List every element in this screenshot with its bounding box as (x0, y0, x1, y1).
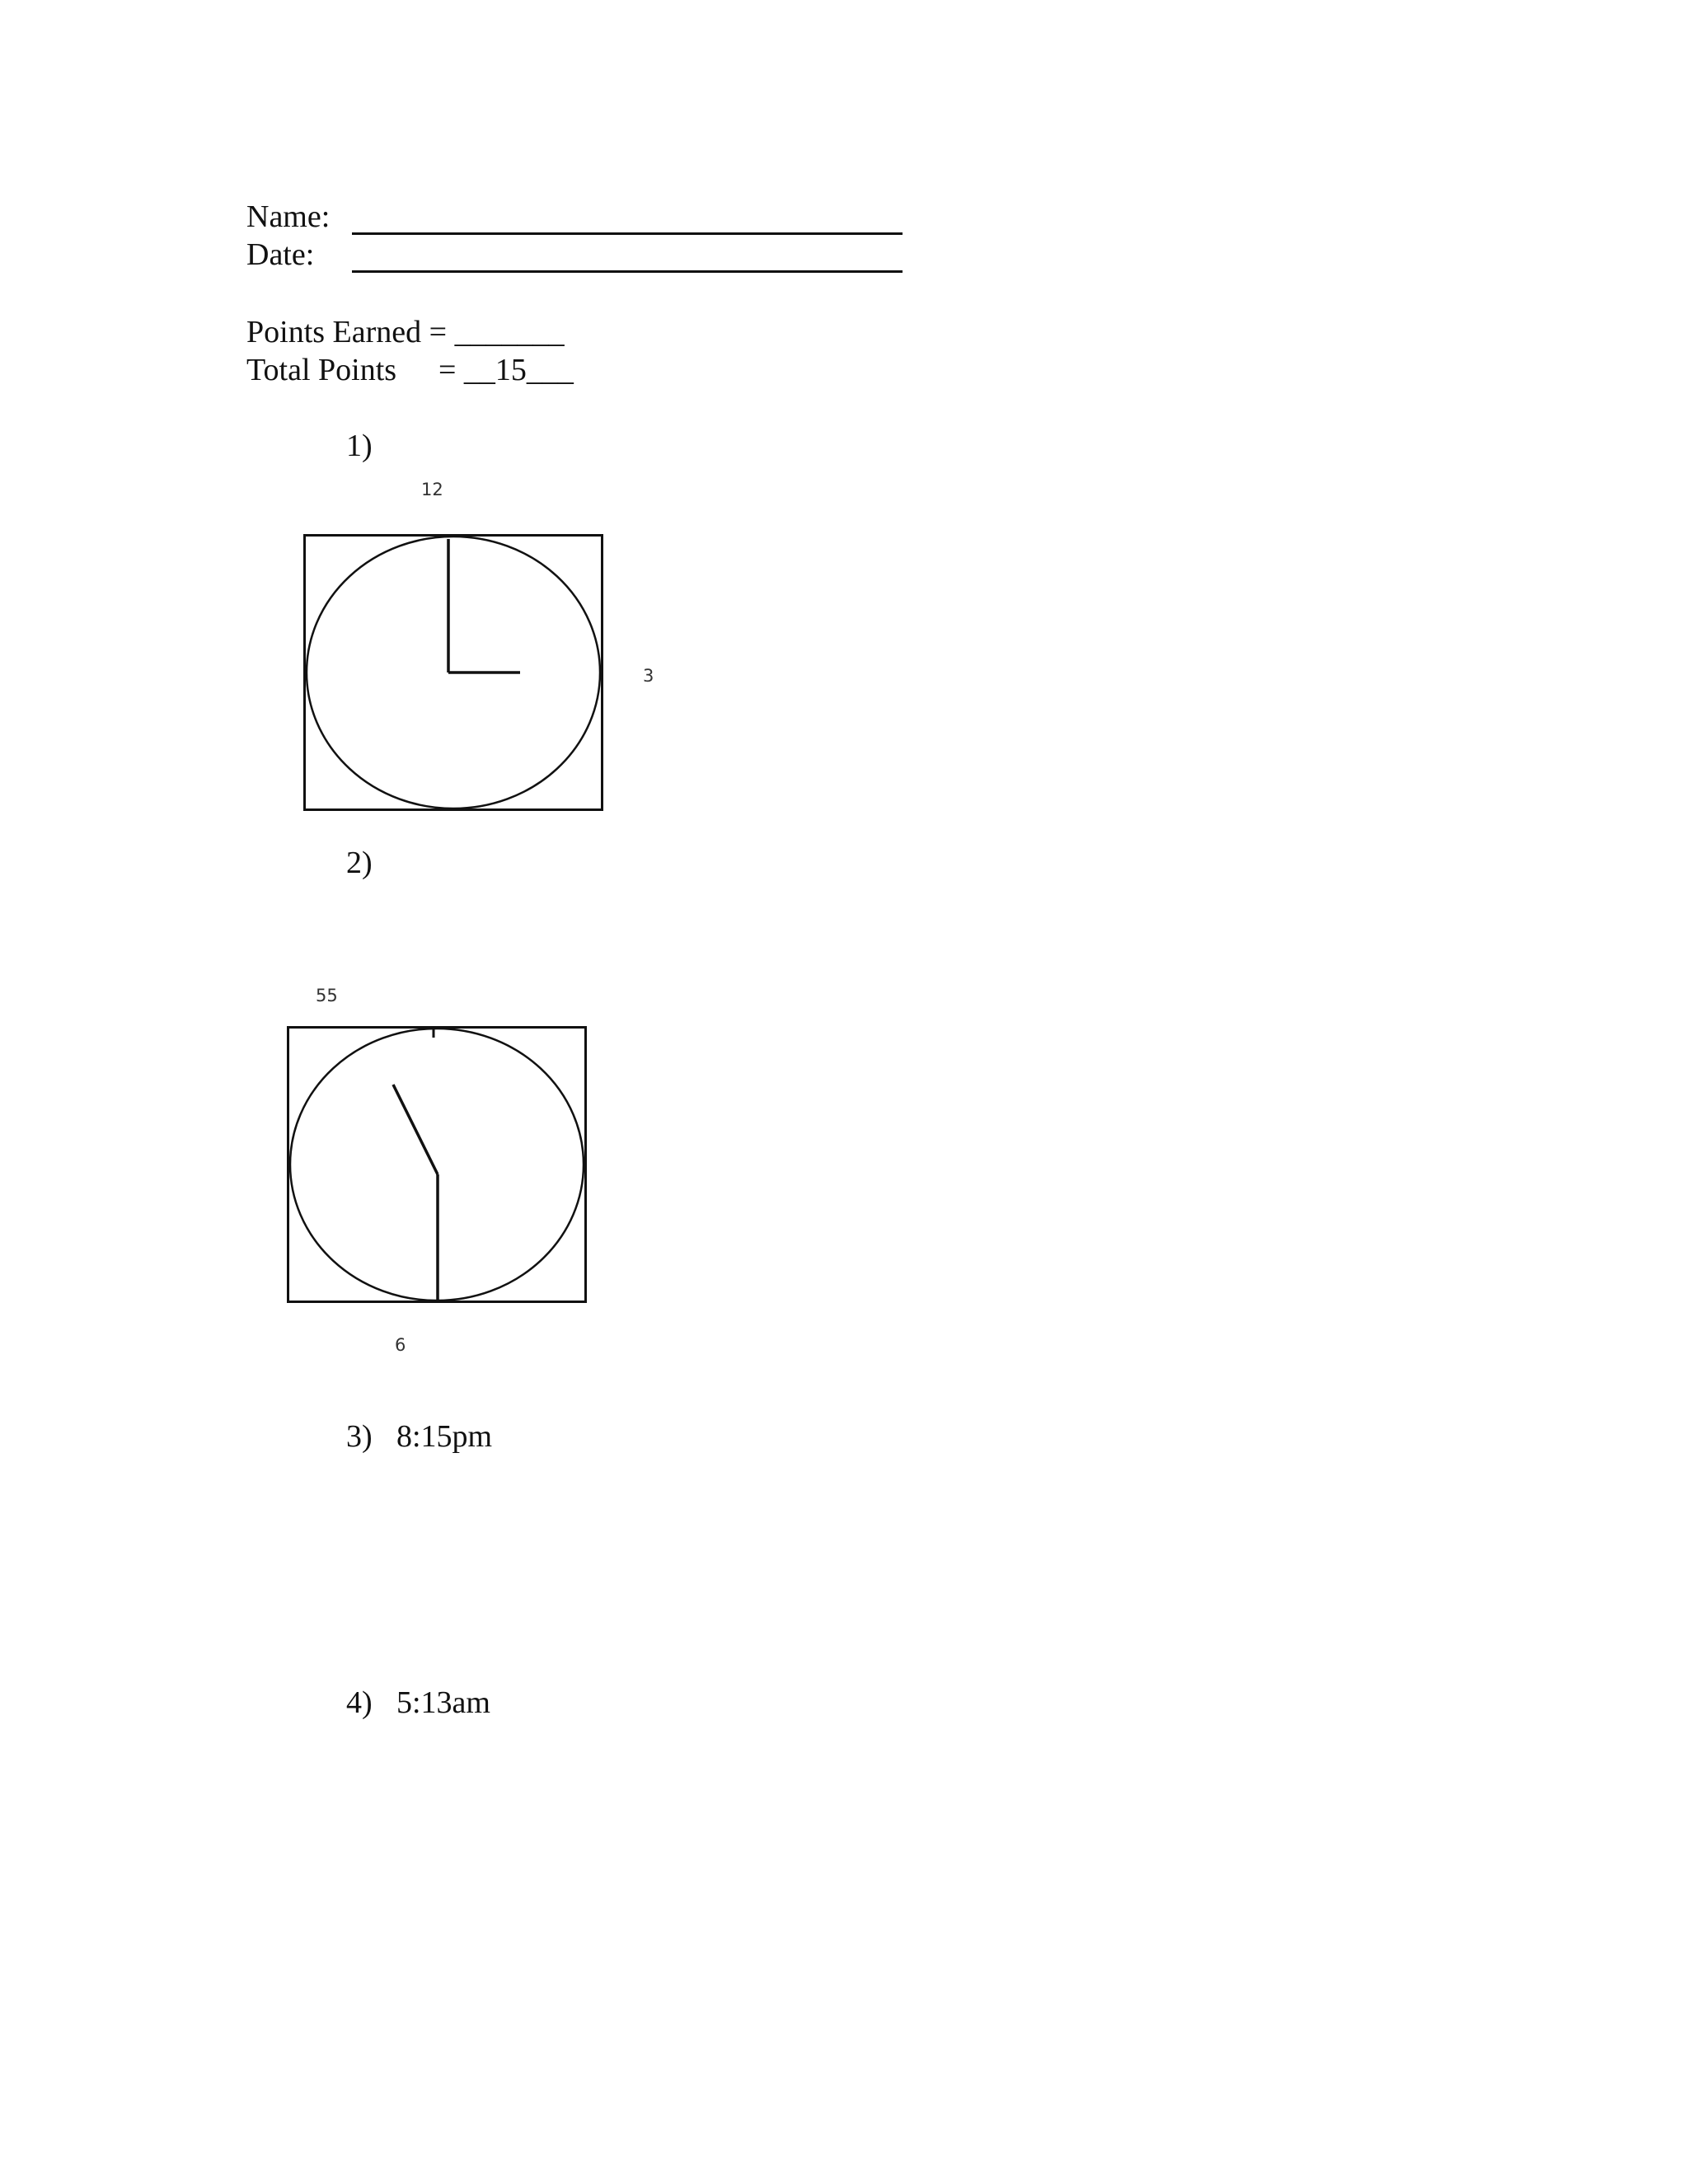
total-points-label: Total Points (246, 353, 397, 387)
name-label: Name: (246, 199, 331, 234)
date-label: Date: (246, 237, 315, 272)
clock-1-label-3: 3 (643, 666, 654, 686)
points-earned: Points Earned = _______ (246, 315, 565, 349)
clock-2 (287, 1026, 587, 1303)
question-3-number: 3) (346, 1419, 373, 1454)
clock-2-label-55: 55 (316, 986, 338, 1005)
question-2-number: 2) (346, 846, 373, 880)
question-4-prompt: 5:13am (396, 1685, 490, 1720)
question-3-prompt: 8:15pm (396, 1419, 493, 1454)
question-4-number: 4) (346, 1685, 373, 1720)
name-field[interactable] (352, 232, 903, 235)
clock-1 (303, 534, 603, 811)
question-1-number: 1) (346, 429, 373, 463)
total-points-value: = __15___ (438, 353, 574, 387)
clock-2-label-6: 6 (395, 1335, 406, 1355)
date-field[interactable] (352, 270, 903, 273)
clock-1-label-12: 12 (421, 480, 443, 499)
clock-2-minute-hand (393, 1085, 438, 1174)
